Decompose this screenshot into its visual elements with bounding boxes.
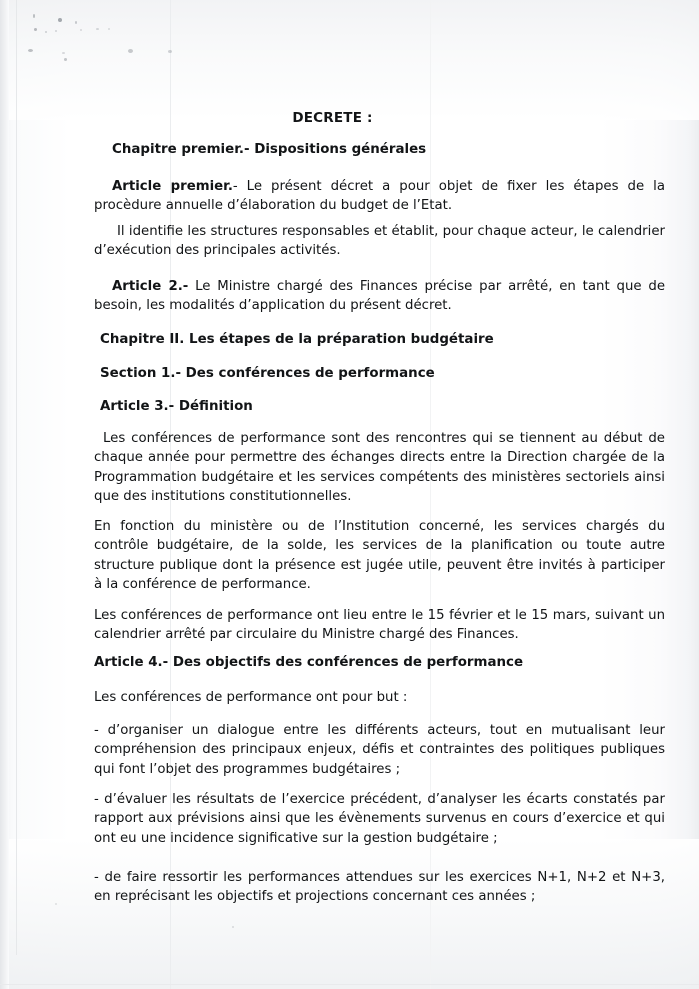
heading-article-4: Article 4.- Des objectifs des conférences de performance bbox=[94, 655, 524, 670]
heading-chapitre-2: Chapitre II. Les étapes de la préparation budgétaire bbox=[100, 332, 494, 347]
paragraph-fonction-ministere: En fonction du ministère ou de l’Institution concerné, les services chargés du contrôle budgétaire, de la solde, les services de la planification ou toute autre structure publique dont la présence est jugée utile, peuvent être invités à participer à la conférence de performance. bbox=[94, 519, 665, 593]
paragraph-calendrier: Les conférences de performance ont lieu entre le 15 février et le 15 mars, suivant un calendrier arrêté par circulaire du Ministre chargé des Finances. bbox=[94, 608, 665, 643]
paragraph-but: Les conférences de performance ont pour but : bbox=[94, 690, 408, 705]
article-2-paragraph bbox=[94, 277, 665, 316]
paragraph-identifie: Il identifie les structures responsables et établit, pour chaque acteur, le calendrier d’exécution des principales activités. bbox=[94, 224, 665, 259]
heading-chapitre-premier: Chapitre premier.- Dispositions générales bbox=[112, 142, 427, 157]
heading-article-3: Article 3.- Définition bbox=[100, 399, 253, 414]
bullet-organiser-dialogue: - d’organiser un dialogue entre les différents acteurs, tout en mutualisant leur compréhension des principaux enjeux, défis et contraintes des politiques publiques qui font l’objet des programmes budgétaires ; bbox=[94, 723, 665, 777]
document-title: DECRETE : bbox=[292, 110, 373, 126]
article-2-text: Le Ministre chargé des Finances précise par arrêté, en tant que de besoin, les modalités d’application du présent décret. bbox=[94, 279, 665, 314]
heading-section-1: Section 1.- Des conférences de performance bbox=[100, 366, 435, 381]
paragraph-definition: Les conférences de performance sont des rencontres qui se tiennent au début de chaque année pour permettre des échanges directs entre la Direction chargée de la Programmation budgétaire et les services compétents des ministères sectoriels ainsi que des institutions constitutionnelles. bbox=[94, 431, 665, 505]
article-2-label: Article 2.- bbox=[112, 279, 189, 294]
article-premier-label: Article premier. bbox=[112, 179, 233, 194]
article-premier-paragraph bbox=[94, 177, 665, 216]
bullet-evaluer-resultats: - d’évaluer les résultats de l’exercice précédent, d’analyser les écarts constatés par rapport aux prévisions ainsi que les évènements survenus en cours d’exercice et qui ont eu une incidence significative sur la gestion budgétaire ; bbox=[94, 792, 665, 846]
article-premier-text: - Le présent décret a pour objet de fixer les étapes de la procèdure annuelle d’élaboration du budget de l’Etat. bbox=[94, 179, 665, 214]
bullet-faire-ressortir: - de faire ressortir les performances attendues sur les exercices N+1, N+2 et N+3, en reprécisant les objectifs et projections concernant ces années ; bbox=[94, 870, 665, 905]
